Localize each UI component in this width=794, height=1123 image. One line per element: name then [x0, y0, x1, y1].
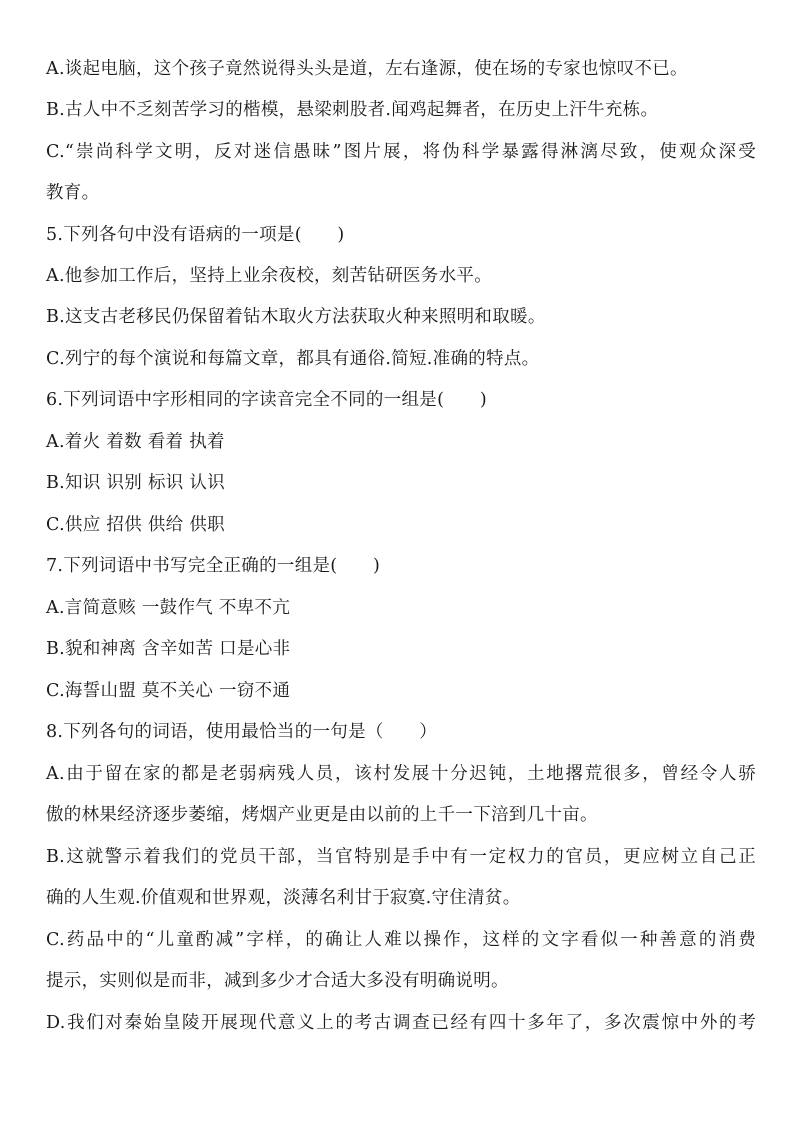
option-8c: C.药品中的“儿童酌减”字样，的确让人难以操作，这样的文字看似一种善意的消费	[46, 930, 756, 950]
option-6c: C.供应 招供 供给 供职	[46, 515, 225, 535]
option-5b: B.这支古老移民仍保留着钻木取火方法获取火种来照明和取暖。	[46, 307, 546, 327]
option-6a: A.着火 着数 看着 执着	[46, 432, 225, 452]
option-5c: C.列宁的每个演说和每篇文章，都具有通俗.简短.准确的特点。	[46, 349, 540, 369]
option-7c: C.海誓山盟 莫不关心 一窃不通	[46, 681, 291, 701]
option-6b: B.知识 识别 标识 认识	[46, 473, 226, 493]
question-7: 7.下列词语中书写完全正确的一组是( )	[46, 556, 381, 576]
option-5a: A.他参加工作后，坚持上业余夜校，刻苦钻研医务水平。	[46, 266, 492, 286]
question-5: 5.下列各句中没有语病的一项是( )	[46, 225, 345, 245]
option-4b: B.古人中不乏刻苦学习的楷模，悬梁刺股者.闻鸡起舞者，在历史上汗牛充栋。	[46, 100, 659, 120]
option-8b-cont: 确的人生观.价值观和世界观，淡薄名利甘于寂寞.守住清贫。	[46, 888, 521, 908]
option-7a: A.言简意赅 一鼓作气 不卑不亢	[46, 598, 291, 618]
option-8d: D.我们对秦始皇陵开展现代意义上的考古调查已经有四十多年了，多次震惊中外的考	[46, 1013, 756, 1033]
option-4c-cont: 教育。	[46, 183, 100, 203]
option-4c: C.“崇尚科学文明，反对迷信愚昧”图片展，将伪科学暴露得淋漓尽致，使观众深受	[46, 142, 756, 162]
option-7b: B.貌和神离 含辛如苦 口是心非	[46, 639, 291, 659]
option-8a: A.由于留在家的都是老弱病残人员，该村发展十分迟钝，土地撂荒很多，曾经令人骄	[46, 764, 756, 784]
question-8: 8.下列各句的词语，使用最恰当的一句是（ ）	[46, 722, 438, 742]
option-8c-cont: 提示，实则似是而非，减到多少才合适大多没有明确说明。	[46, 971, 509, 991]
option-4a: A.谈起电脑，这个孩子竟然说得头头是道，左右逢源，使在场的专家也惊叹不已。	[46, 59, 688, 79]
option-8b: B.这就警示着我们的党员干部，当官特别是手中有一定权力的官员，更应树立自己正	[46, 847, 756, 867]
question-6: 6.下列词语中字形相同的字读音完全不同的一组是( )	[46, 390, 487, 410]
option-8a-cont: 傲的林果经济逐步萎缩，烤烟产业更是由以前的上千一下涪到几十亩。	[46, 805, 598, 825]
